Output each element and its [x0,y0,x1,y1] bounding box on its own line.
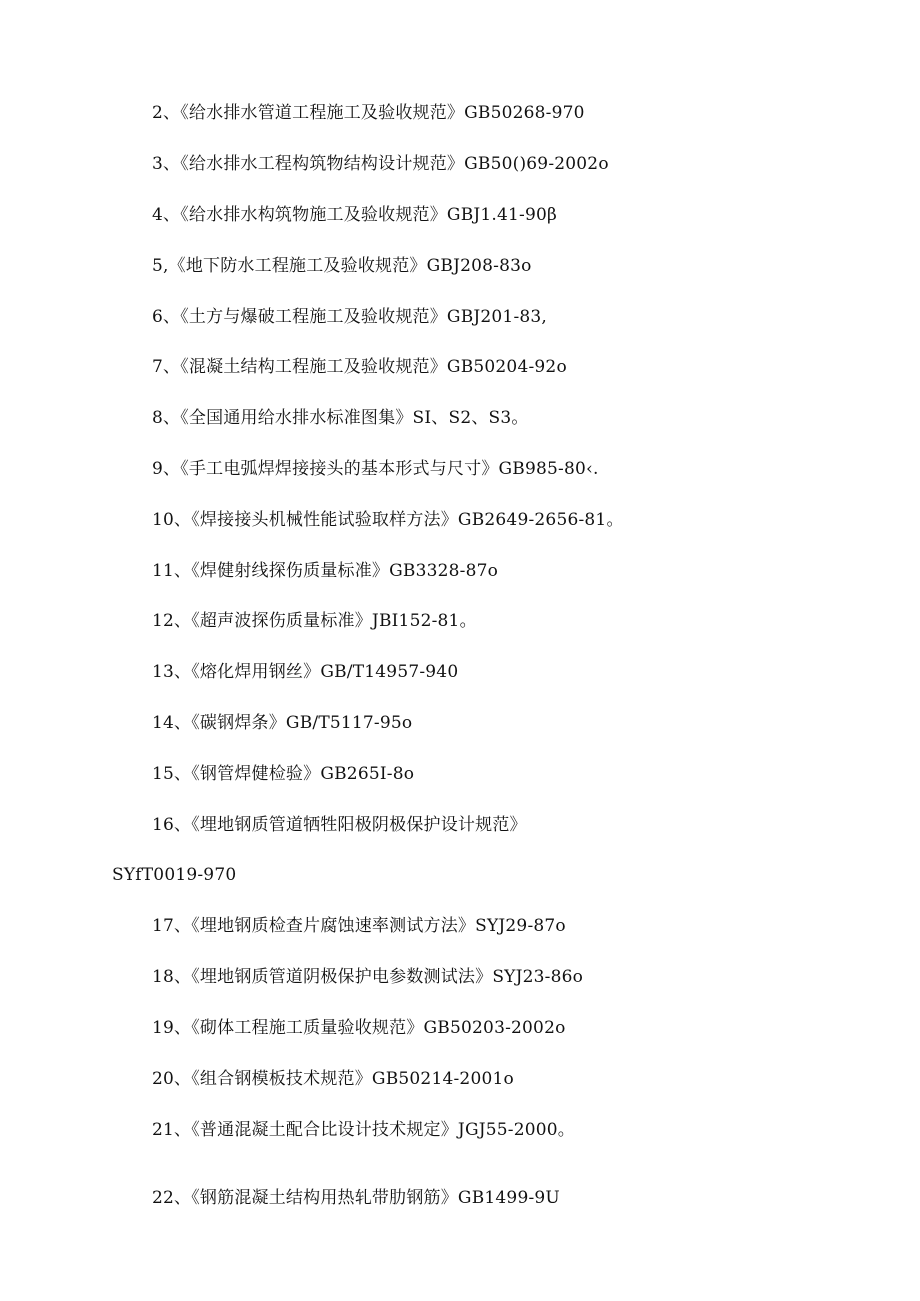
reference-item-16-code: SYfT0019-970 [112,865,237,885]
reference-item-7: 7、《混凝土结构工程施工及验收规范》GB50204-92o [152,357,567,377]
reference-item-17: 17、《埋地钢质检查片腐蚀速率测试方法》SYJ29-87o [152,916,566,936]
reference-item-22: 22、《钢筋混凝土结构用热轧带肋钢筋》GB1499-9U [152,1188,560,1208]
reference-item-18: 18、《埋地钢质管道阴极保护电参数测试法》SYJ23-86o [152,967,584,987]
reference-item-16: 16、《埋地钢质管道牺牲阳极阴极保护设计规范》 [152,815,527,835]
reference-item-5: 5,《地下防水工程施工及验收规范》GBJ208-83o [152,256,532,276]
reference-item-4: 4、《给水排水构筑物施工及验收规范》GBJ1.41-90β [152,205,558,225]
reference-item-13: 13、《熔化焊用钢丝》GB/T14957-940 [152,662,459,682]
reference-item-14: 14、《碳钢焊条》GB/T5117-95o [152,713,413,733]
reference-item-3: 3、《给水排水工程构筑物结构设计规范》GB50()69-2002o [152,154,609,174]
reference-item-8: 8、《全国通用给水排水标准图集》SI、S2、S3。 [152,408,529,428]
reference-item-21: 21、《普通混凝土配合比设计技术规定》JGJ55-2000。 [152,1120,575,1140]
reference-item-19: 19、《砌体工程施工质量验收规范》GB50203-2002o [152,1018,566,1038]
reference-item-12: 12、《超声波探伤质量标准》JBI152-81。 [152,611,477,631]
reference-item-15: 15、《钢管焊健检验》GB265I-8o [152,764,415,784]
reference-item-6: 6、《土方与爆破工程施工及验收规范》GBJ201-83, [152,307,548,327]
reference-item-11: 11、《焊健射线探伤质量标准》GB3328-87o [152,561,499,581]
reference-item-2: 2、《给水排水管道工程施工及验收规范》GB50268-970 [152,103,585,123]
reference-item-10: 10、《焊接接头机械性能试验取样方法》GB2649-2656-81。 [152,510,624,530]
reference-item-9: 9、《手工电弧焊焊接接头的基本形式与尺寸》GB985-80‹. [152,459,599,479]
reference-item-20: 20、《组合钢模板技术规范》GB50214-2001o [152,1069,514,1089]
